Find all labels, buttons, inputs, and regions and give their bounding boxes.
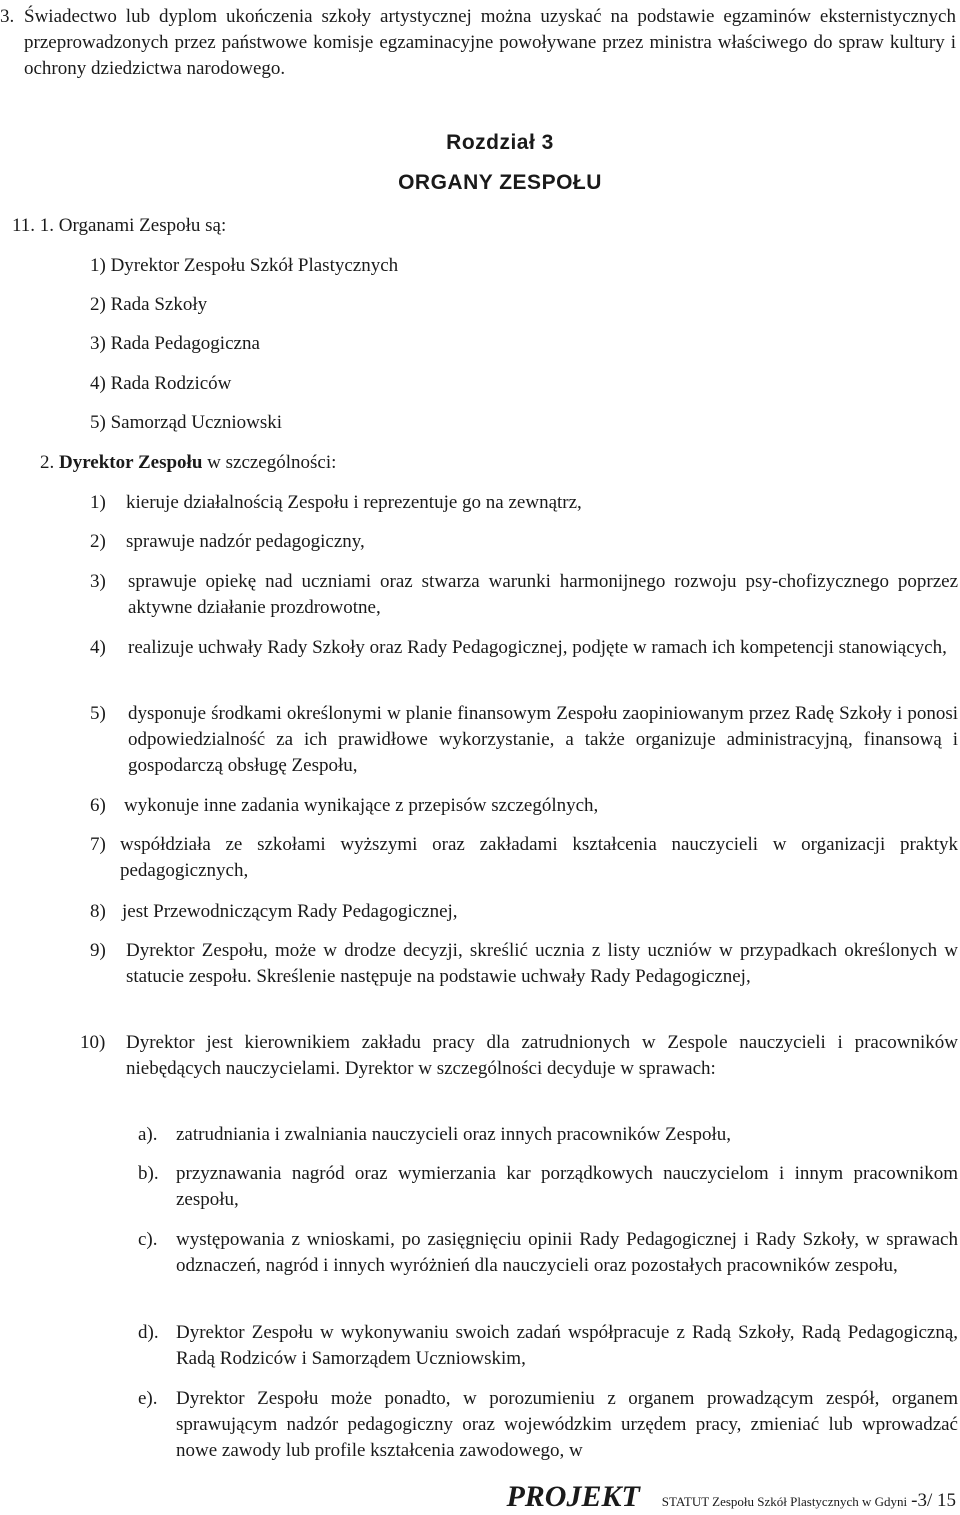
organ-item: 4) Rada Rodziców bbox=[90, 373, 232, 394]
duty-text: Dyrektor jest kierownikiem zakładu pracy dla zatrudnionych w Zespole nauczycieli i pracowników niebędących nauczycielami. Dyrektor w szczególności decyduje w sprawach: bbox=[126, 1032, 958, 1079]
duty-number: 2) bbox=[90, 531, 106, 552]
intro-paragraph bbox=[0, 4, 956, 82]
section-lead: 11. 1. Organami Zespołu są: bbox=[12, 215, 227, 236]
duty-item bbox=[90, 793, 958, 819]
matter-letter: a). bbox=[138, 1124, 158, 1145]
duty-number: 5) bbox=[90, 703, 106, 724]
intro-text: Świadectwo lub dyplom ukończenia szkoły artystycznej można uzyskać na podstawie egzaminów eksternistycznych przeprowadzonych przez państwowe komisje egzaminacyjne powoływane przez ministra właściwego do spraw kultury i ochrony dziedzictwa narodowego. bbox=[24, 6, 956, 79]
duty-text: dysponuje środkami określonymi w planie finansowym Zespołu zaopiniowanym przez Radę Szkoły i ponosi odpowiedzialność za ich prawidłowe wykorzystanie, a także organizuje administracyjną, finansową i gospodarczą obsługę Zespołu, bbox=[128, 703, 958, 776]
duty-item bbox=[90, 832, 958, 884]
organ-item: 2) Rada Szkoły bbox=[90, 294, 208, 315]
duty-text: Dyrektor Zespołu, może w drodze decyzji, skreślić ucznia z listy uczniów w przypadkach określonych w statucie zespołu. Skreślenie następuje na podstawie uchwały Rady Pedagogicznej, bbox=[126, 940, 958, 987]
duty-text: wykonuje inne zadania wynikające z przepisów szczególnych, bbox=[124, 795, 599, 816]
duty-text: sprawuje nadzór pedagogiczny, bbox=[126, 531, 365, 552]
duty-item bbox=[90, 569, 958, 621]
duty-number: 10) bbox=[80, 1032, 106, 1053]
matter-letter: d). bbox=[138, 1322, 159, 1343]
page-footer bbox=[506, 1480, 956, 1514]
matter-item bbox=[138, 1227, 958, 1279]
duty-number: 6) bbox=[90, 795, 106, 816]
duty-number: 3) bbox=[90, 571, 106, 592]
point-2-bold: Dyrektor Zespołu bbox=[59, 452, 203, 473]
matter-text: przyznawania nagród oraz wymierzania kar porządkowych nauczycielom i innym pracownikom zespołu, bbox=[176, 1163, 958, 1210]
duty-item bbox=[80, 1030, 958, 1082]
point-2-number: 2. bbox=[40, 452, 55, 473]
chapter-subtitle: ORGANY ZESPOŁU bbox=[398, 171, 602, 194]
matter-text: Dyrektor Zespołu w wykonywaniu swoich zadań współpracuje z Radą Szkoły, Radą Pedagogiczną, Radą Rodziców i Samorządem Uczniowskim, bbox=[176, 1322, 958, 1369]
duty-text: jest Przewodniczącym Rady Pedagogicznej, bbox=[122, 901, 458, 922]
duty-number: 7) bbox=[90, 834, 106, 855]
matter-item bbox=[138, 1161, 958, 1213]
matter-letter: c). bbox=[138, 1229, 158, 1250]
matter-item bbox=[138, 1320, 958, 1372]
duty-number: 4) bbox=[90, 637, 106, 658]
duty-number: 1) bbox=[90, 492, 106, 513]
matter-letter: b). bbox=[138, 1163, 159, 1184]
matter-item bbox=[138, 1122, 958, 1148]
duty-item bbox=[90, 635, 958, 661]
matter-letter: e). bbox=[138, 1388, 158, 1409]
duty-text: kieruje działalnością Zespołu i reprezentuje go na zewnątrz, bbox=[126, 492, 582, 513]
duty-item bbox=[90, 938, 958, 990]
statute-title: STATUT Zespołu Szkół Plastycznych w Gdyni bbox=[661, 1494, 908, 1509]
duty-number: 9) bbox=[90, 940, 106, 961]
point-2-rest: w szczególności: bbox=[207, 452, 337, 473]
organ-item: 1) Dyrektor Zespołu Szkół Plastycznych bbox=[90, 255, 399, 276]
matter-text: występowania z wnioskami, po zasięgnięciu opinii Rady Pedagogicznej i Rady Szkoły, w sprawach odznaczeń, nagród i innych wyróżnień dla nauczycieli oraz pozostałych pracowników zespołu, bbox=[176, 1229, 958, 1276]
duty-number: 8) bbox=[90, 901, 106, 922]
duty-item bbox=[90, 701, 958, 779]
matter-item bbox=[138, 1386, 958, 1464]
duty-text: sprawuje opiekę nad uczniami oraz stwarza warunki harmonijnego rozwoju psy-chofizycznego poprzez aktywne działanie prozdrowotne, bbox=[128, 571, 958, 618]
point-2-heading bbox=[40, 450, 740, 476]
page-number: -3/ 15 bbox=[911, 1490, 956, 1511]
matter-text: Dyrektor Zespołu może ponadto, w porozumieniu z organem prowadzącym zespół, organem sprawującym nadzór pedagogiczny oraz wojewódzkim urzędem pracy, zmieniać lub wprowadzać nowe zawody lub profile kształcenia zawodowego, w bbox=[176, 1388, 958, 1461]
duty-text: realizuje uchwały Rady Szkoły oraz Rady Pedagogicznej, podjęte w ramach ich kompetencji stanowiących, bbox=[128, 637, 947, 658]
matter-text: zatrudniania i zwalniania nauczycieli oraz innych pracowników Zespołu, bbox=[176, 1124, 731, 1145]
projekt-label: PROJEKT bbox=[506, 1480, 640, 1513]
organ-item: 5) Samorząd Uczniowski bbox=[90, 412, 283, 433]
chapter-title: Rozdział 3 bbox=[446, 131, 554, 154]
organ-item: 3) Rada Pedagogiczna bbox=[90, 333, 260, 354]
duty-item bbox=[90, 529, 958, 555]
intro-number: 3. bbox=[0, 6, 15, 27]
duty-item bbox=[90, 899, 958, 925]
duty-text: współdziała ze szkołami wyższymi oraz zakładami kształcenia nauczycieli w organizacji praktyk pedagogicznych, bbox=[120, 834, 958, 881]
duty-item bbox=[90, 490, 958, 516]
